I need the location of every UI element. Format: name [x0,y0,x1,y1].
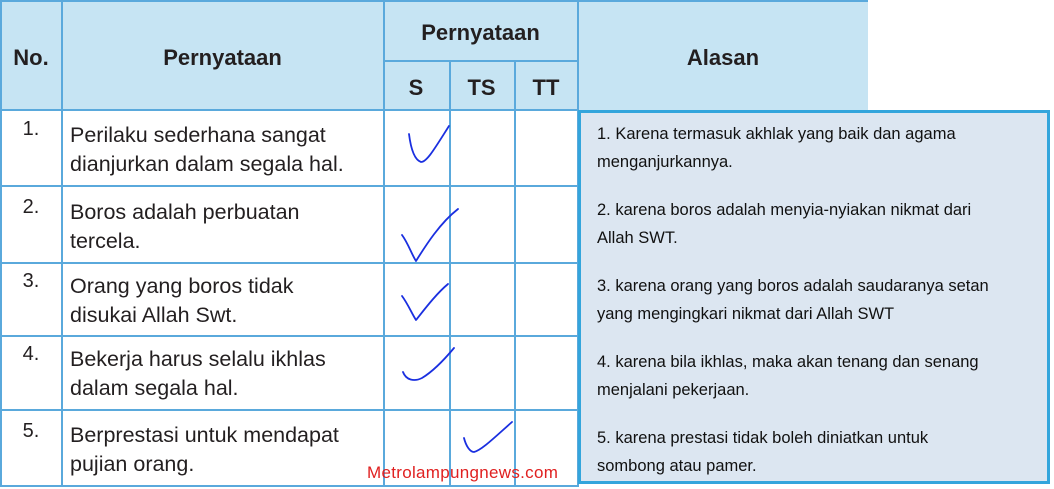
reason-line: menganjurkannya. [597,153,733,171]
grid-line [0,0,2,487]
reasons-panel [578,110,1050,484]
row-number: 1. [22,118,40,140]
grid-line [383,0,385,487]
statement-text [70,198,380,256]
grid-line [61,0,63,487]
reason-item [597,196,1042,252]
row-number: 5. [22,420,40,442]
reason-line: 1. Karena termasuk akhlak yang baik dan agama [597,125,956,143]
reason-line: 4. karena bila ikhlas, maka akan tenang dan senang [597,353,979,371]
statement-line: dalam segala hal. [70,376,239,400]
statement-line: dianjurkan dalam segala hal. [70,152,344,176]
checkmark-icon [398,205,463,265]
checkmark-icon [398,282,453,324]
statement-line: Orang yang boros tidak [70,274,294,298]
header-statement: Pernyataan [163,45,282,70]
reason-item [597,272,1042,328]
grid-line [0,0,868,2]
grid-line [383,60,578,62]
reason-line: 3. karena orang yang boros adalah saudaranya setan [597,277,989,295]
header-statement-group: Pernyataan [421,20,540,45]
reason-item [597,348,1042,404]
row-number: 4. [22,343,40,365]
reason-line: sombong atau pamer. [597,457,757,475]
reason-line: 5. karena prestasi tidak boleh diniatkan untuk [597,429,929,447]
header-ts: TS [467,75,496,100]
grid-line [0,485,578,487]
row-number: 2. [22,196,40,218]
statement-line: Perilaku sederhana sangat [70,123,326,147]
grid-line [0,409,578,411]
grid-line [0,109,578,111]
reason-line: 2. karena boros adalah menyia-nyiakan nikmat dari [597,201,972,219]
statement-line: Berprestasi untuk mendapat [70,423,339,447]
checkmark-icon [460,418,516,458]
header-no: No. [13,45,49,70]
statement-line: tercela. [70,229,141,253]
header-tt: TT [532,75,560,100]
header-s: S [408,75,424,100]
statement-line: Bekerja harus selalu ikhlas [70,347,326,371]
reason-line: Allah SWT. [597,229,678,247]
reason-item [597,120,1042,176]
statement-text [70,345,380,403]
checkmark-icon [405,122,455,167]
statement-line: Boros adalah perbuatan [70,200,300,224]
header-reason: Alasan [686,45,760,70]
reason-item [597,424,1042,480]
grid-line [0,262,578,264]
watermark: Metrolampungnews.com [367,463,559,482]
statement-line: pujian orang. [70,452,195,476]
statement-text [70,121,380,179]
reason-line: menjalani pekerjaan. [597,381,750,399]
grid-line [0,185,578,187]
statement-line: disukai Allah Swt. [70,303,238,327]
row-number: 3. [22,270,40,292]
checkmark-icon [400,344,458,384]
statement-text [70,421,380,479]
grid-line [0,335,578,337]
statement-text [70,272,380,330]
reason-line: yang mengingkari nikmat dari Allah SWT [597,305,895,323]
